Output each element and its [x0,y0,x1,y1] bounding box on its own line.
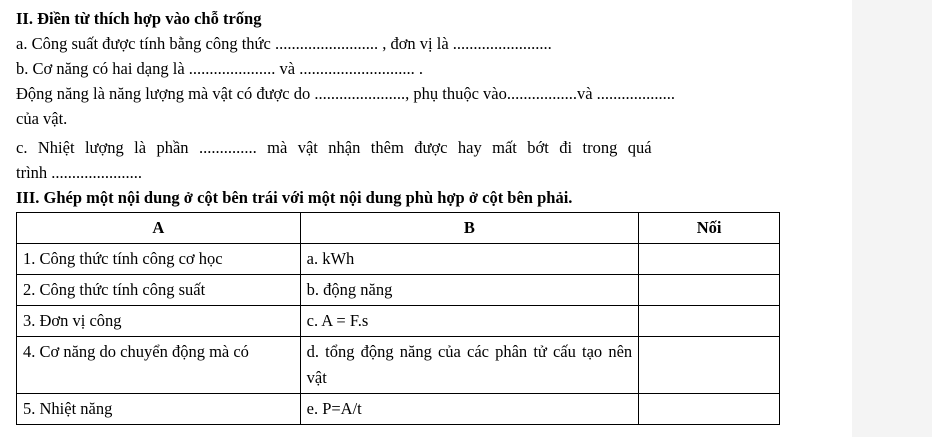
cell-match [639,337,780,394]
matching-table [16,212,780,425]
table-row [17,394,780,425]
kinetic-energy-line-cont: của vật. [16,109,68,128]
cell-b: a. kWh [300,244,639,275]
column-header-b: B [300,213,639,244]
column-header-match: Nối [639,213,780,244]
cell-a: 5. Nhiệt năng [17,394,301,425]
table-row [17,244,780,275]
document-content [16,6,790,425]
table-row [17,337,780,394]
kinetic-energy-line: Động năng là năng lượng mà vật có được do ......................, phụ thuộc vào.................và ................... [16,84,676,103]
cell-b: d. tổng động năng của các phân tử cấu tạo nên vật [300,337,639,394]
cell-b: b. động năng [300,275,639,306]
question-a-line: a. Công suất được tính bằng công thức ......................... , đơn vị là ........................ [16,34,552,53]
cell-match [639,275,780,306]
section-2-heading: II. Điền từ thích hợp vào chỗ trống [16,9,262,28]
cell-match [639,306,780,337]
cell-b: c. A = F.s [300,306,639,337]
cell-match [639,244,780,275]
question-c-line: c. Nhiệt lượng là phần .............. mà vật nhận thêm được hay mất bớt đi trong quá [16,138,652,157]
cell-a: 4. Cơ năng do chuyển động mà có [17,337,301,394]
table-row [17,306,780,337]
table-header-row [17,213,780,244]
cell-a: 2. Công thức tính công suất [17,275,301,306]
table-row [17,275,780,306]
question-c-line-cont: trình ...................... [16,163,143,182]
cell-match [639,394,780,425]
cell-a: 3. Đơn vị công [17,306,301,337]
column-header-a: A [17,213,301,244]
question-b-line: b. Cơ năng có hai dạng là ..................... và ............................ . [16,59,423,78]
cell-b: e. P=A/t [300,394,639,425]
section-3-heading: III. Ghép một nội dung ở cột bên trái với một nội dung phù hợp ở cột bên phải. [16,188,573,207]
cell-a: 1. Công thức tính công cơ học [17,244,301,275]
